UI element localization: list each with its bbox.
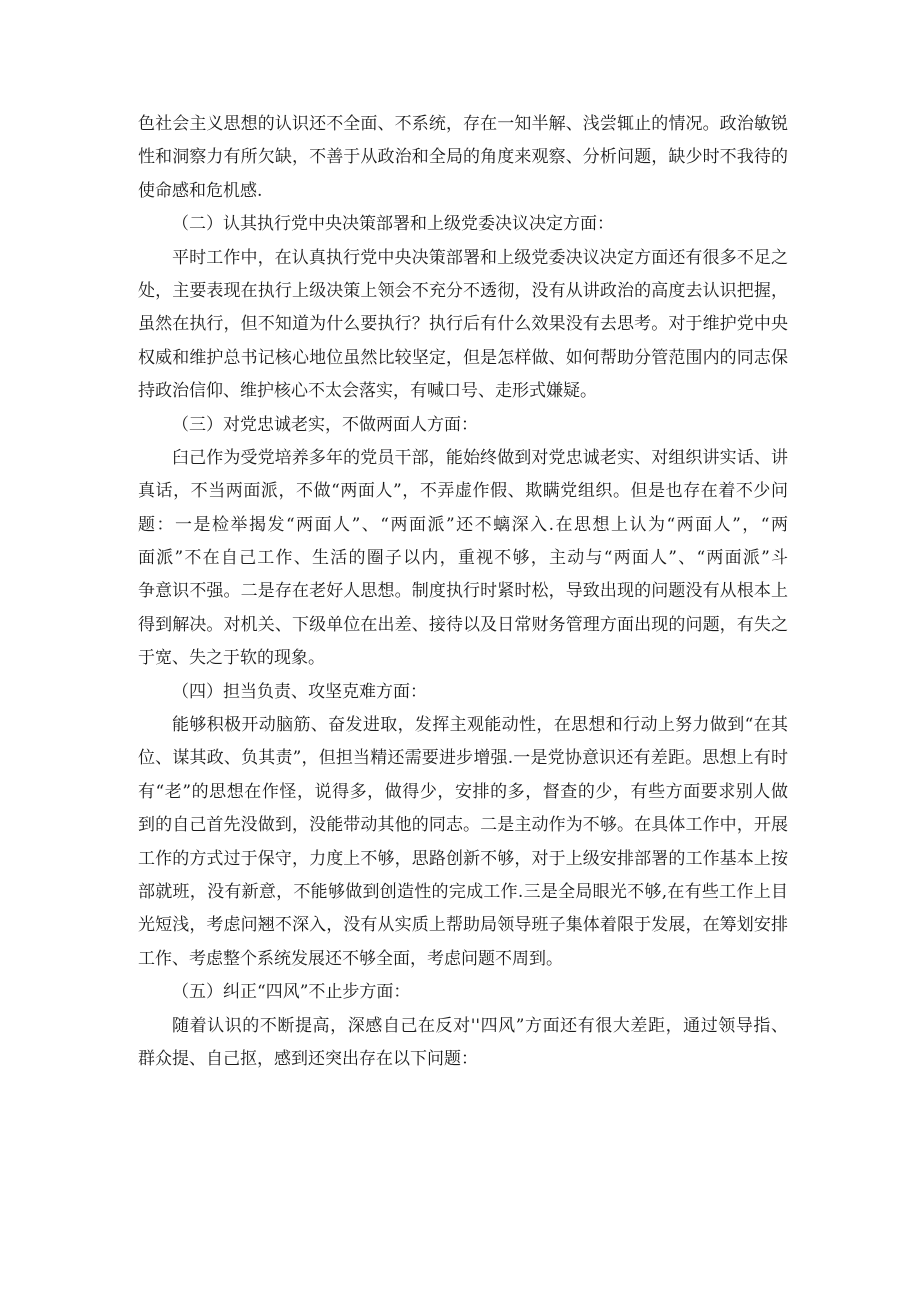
section-heading-5 <box>138 980 788 1005</box>
text-line: 位、谋其政、负其责”，但担当精还需要进步增强.一是党协意识还有差距。思想上有时 <box>138 748 788 769</box>
text-line: 工作、考虑整个系统发展还不够全面，考虑问题不周到。 <box>138 948 563 969</box>
text-line: 于宽、失之于软的现象。 <box>138 648 325 669</box>
text-line: 群众提、自己抠，感到还突出存在以下问题： <box>138 1048 478 1069</box>
text-line: 使命感和危机感. <box>138 180 263 201</box>
text-line: 权威和维护总书记核心地位虽然比较坚定，但是怎样做、如何帮助分管范围内的同志保 <box>138 347 788 368</box>
text-line: 持政治信仰、维护核心不太会落实，有喊口号、走形式嫌疑。 <box>138 381 597 402</box>
text-line: 虽然在执行，但不知道为什么要执行？执行后有什么效果没有去思考。对于维护党中央 <box>138 314 788 335</box>
text-line: 色社会主义思想的认识还不全面、不系统，存在一知半解、浅尝辄止的情况。政治敏锐 <box>138 114 788 134</box>
heading-text: （三）对党忠诚老实，不做两面人方面： <box>172 414 478 435</box>
text-line: 能够积极开动脑筋、奋发进取，发挥主观能动性，在思想和行动上努力做到“在其 <box>172 715 788 736</box>
text-line: 得到解决。对机关、下级单位在出差、接待以及日常财务管理方面出现的问题，有失之 <box>138 614 788 635</box>
text-line: 有“老”的思想在作怪，说得多，做得少，安排的多，督查的少，有些方面要求别人做 <box>138 781 788 802</box>
document-page <box>138 112 788 1080</box>
text-line: 工作的方式过于保守，力度上不够，思路创新不够，对于上级安排部署的工作基本上按 <box>138 848 788 869</box>
text-line: 部就班，没有新意，不能够做到创造性的完成工作.三是全局眼光不够,在有些工作上目 <box>138 881 788 902</box>
heading-text: （五）纠正“四风”不止步方面： <box>172 982 411 1003</box>
heading-text: （二）认其执行党中央决策部署和上级党委决议决定方面： <box>172 214 614 235</box>
section-heading-4 <box>138 680 788 705</box>
text-line: 臼己作为受党培养多年的党员干部，能始终做到对党忠诚老实、对组织讲实话、讲 <box>172 447 788 468</box>
paragraph-section-4 <box>138 713 788 972</box>
text-line: 平时工作中，在认真执行党中央决策部署和上级党委决议决定方面还有很多不足之 <box>172 247 788 268</box>
paragraph-section-5 <box>138 1014 788 1072</box>
text-line: 随着认识的不断提高，深感自己在反对''四风”方面还有很大差距，通过领导指、 <box>172 1015 788 1036</box>
section-heading-2 <box>138 212 788 237</box>
section-heading-3 <box>138 413 788 438</box>
heading-text: （四）担当负责、攻坚克难方面： <box>172 681 427 702</box>
text-line: 性和洞察力有所欠缺，不善于从政治和全局的角度来观察、分析问题，缺少时不我待的 <box>138 147 788 168</box>
paragraph-section-2 <box>138 246 788 405</box>
text-line: 光短浅，考虑问翘不深入，没有从实质上帮助局领导班子集体着限于发展，在筹划安排 <box>138 915 788 936</box>
text-line: 面派”不在自己工作、生活的圈子以内，重视不够，主动与“两面人”、“两面派”斗 <box>138 548 788 569</box>
text-line: 到的自己首先没做到，没能带动其他的同志。二是主动作为不够。在具体工作中，开展 <box>138 815 788 836</box>
text-line: 处，主要表现在执行上级决策上领会不充分不透彻，没有从讲政治的高度去认识把握， <box>138 280 788 301</box>
text-line: 争意识不强。二是存在老好人思想。制度执行时紧时松，导致出现的问题没有从根本上 <box>138 581 788 602</box>
text-line: 题：一是检举揭发“两面人”、“两面派”还不螭深入.在思想上认为“两面人”，“两 <box>138 514 788 535</box>
paragraph-continued <box>138 112 788 204</box>
paragraph-section-3 <box>138 446 788 671</box>
text-line: 真话，不当两面派，不做“两面人”，不弄虚作假、欺瞒党组织。但是也存在着不少问 <box>138 481 788 502</box>
